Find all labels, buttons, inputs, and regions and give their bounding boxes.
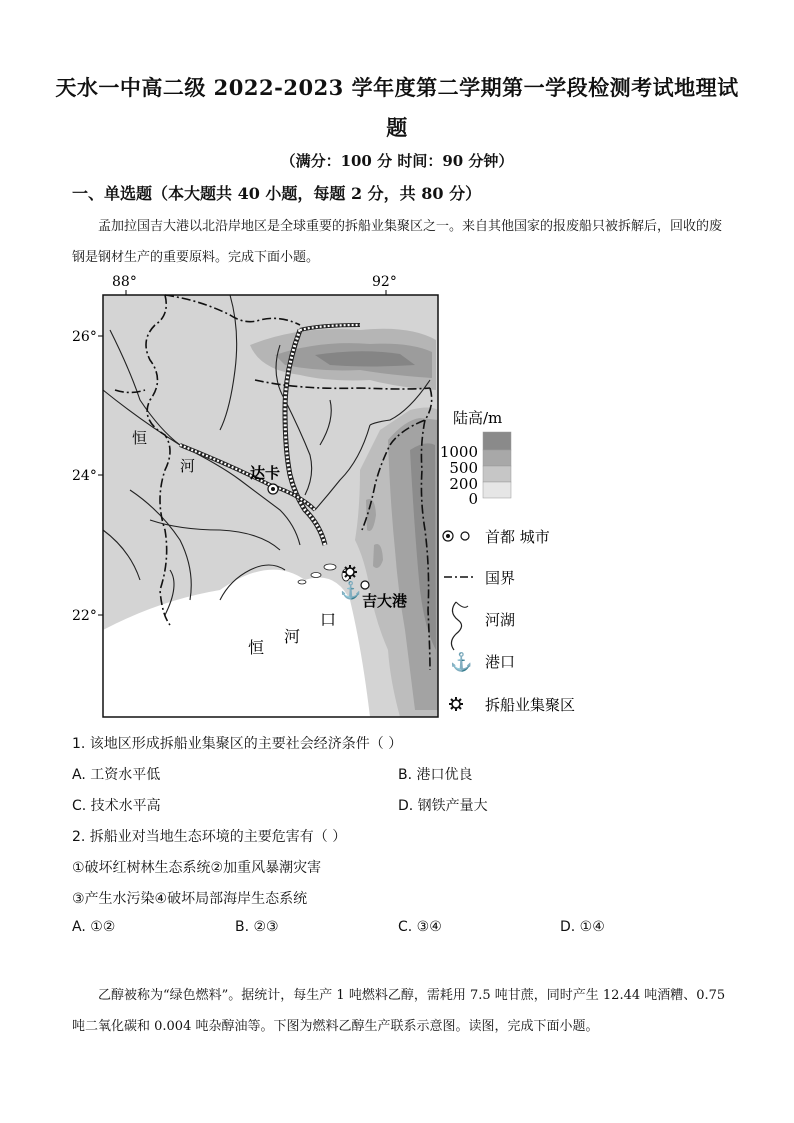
question-1-option-a[interactable]: A. 工资水平低 bbox=[72, 767, 161, 783]
mouth-label-kou: 口 bbox=[320, 610, 337, 629]
legend-shipbreaking-icon bbox=[449, 697, 463, 711]
legend-river-icon bbox=[451, 602, 461, 650]
legend-border-label: 国界 bbox=[485, 569, 516, 587]
legend-swatch-500 bbox=[483, 450, 511, 466]
legend-capital-city-label: 首都 城市 bbox=[485, 528, 550, 546]
intro-paragraph-1: 孟加拉国吉大港以北沿岸地区是全球重要的拆船业集聚区之一。来自其他国家的报废船只被拆解后，回收的废钢是钢材生产的重要原料。完成下面小题。 bbox=[72, 219, 723, 265]
question-2-line-2: ③产生水污染④破坏局部海岸生态系统 bbox=[72, 891, 308, 907]
bangladesh-map-figure bbox=[70, 270, 610, 725]
port-icon: ⚓ bbox=[340, 581, 362, 601]
legend-value-0: 0 bbox=[468, 490, 478, 508]
question-2-line-1: ①破坏红树林生态系统②加重风暴潮灾害 bbox=[72, 860, 322, 876]
legend-shipbreaking-label: 拆船业集聚区 bbox=[485, 696, 576, 714]
question-1-option-c[interactable]: C. 技术水平高 bbox=[72, 798, 161, 814]
legend-value-1000: 1000 bbox=[439, 443, 478, 461]
lat-label-22: 22° bbox=[72, 608, 97, 624]
question-1-stem: 1. 该地区形成拆船业集聚区的主要社会经济条件（ ） bbox=[72, 736, 403, 752]
legend-swatch-1000 bbox=[483, 432, 511, 450]
section-heading: 一、单选题（本大题共 40 小题，每题 2 分，共 80 分） bbox=[72, 184, 482, 203]
mouth-label-he: 河 bbox=[284, 627, 301, 646]
lat-label-26: 26° bbox=[72, 329, 97, 345]
legend-swatch-200 bbox=[483, 466, 511, 482]
dhaka-label: 达卡 bbox=[250, 464, 281, 482]
lon-label-88: 88° bbox=[112, 274, 137, 290]
exam-subtitle: （满分：100 分 时间：90 分钟） bbox=[280, 152, 514, 170]
legend-port-icon: ⚓ bbox=[450, 652, 473, 673]
chittagong-label: 吉大港 bbox=[362, 592, 408, 610]
legend-swatch-0 bbox=[483, 482, 511, 498]
mouth-label-heng: 恒 bbox=[248, 638, 265, 657]
lat-label-24: 24° bbox=[72, 468, 97, 484]
map-legend bbox=[440, 409, 575, 714]
exam-title: 天水一中高二级 2022-2023 学年度第二学期第一学段检测考试地理试 bbox=[55, 75, 739, 100]
legend-river-label: 河湖 bbox=[485, 611, 516, 629]
question-1-option-b[interactable]: B. 港口优良 bbox=[398, 767, 473, 783]
legend-port-label: 港口 bbox=[485, 653, 516, 671]
legend-elevation-title: 陆高/m bbox=[453, 409, 503, 427]
capital-icon bbox=[268, 484, 278, 494]
question-2-option-d[interactable]: D. ①④ bbox=[560, 919, 605, 935]
exam-title-continued: 题 bbox=[386, 115, 408, 140]
question-2-option-c[interactable]: C. ③④ bbox=[398, 919, 442, 935]
question-1-option-d[interactable]: D. 钢铁产量大 bbox=[398, 798, 488, 814]
river-label-he: 河 bbox=[180, 457, 196, 475]
legend-value-500: 500 bbox=[449, 459, 478, 477]
river-label-heng: 恒 bbox=[132, 429, 148, 447]
legend-city-icon bbox=[461, 532, 469, 540]
map-svg bbox=[70, 270, 610, 725]
question-2-option-b[interactable]: B. ②③ bbox=[235, 919, 279, 935]
question-2-stem: 2. 拆船业对当地生态环境的主要危害有（ ） bbox=[72, 829, 347, 845]
shipbreaking-icon bbox=[343, 565, 357, 579]
legend-value-200: 200 bbox=[449, 475, 478, 493]
intro-paragraph-2: 乙醇被称为“绿色燃料”。据统计，每生产 1 吨燃料乙醇，需耗用 7.5 吨甘蔗，同时产生 12.44 吨酒糟、0.75 吨二氧化碳和 0.004 吨杂醇油等。下图为燃料乙醇生产联系示意图。读图，完成下面小题。 bbox=[72, 988, 726, 1034]
lon-label-92: 92° bbox=[372, 274, 397, 290]
city-icon bbox=[361, 581, 369, 589]
question-2-option-a[interactable]: A. ①② bbox=[72, 919, 116, 935]
